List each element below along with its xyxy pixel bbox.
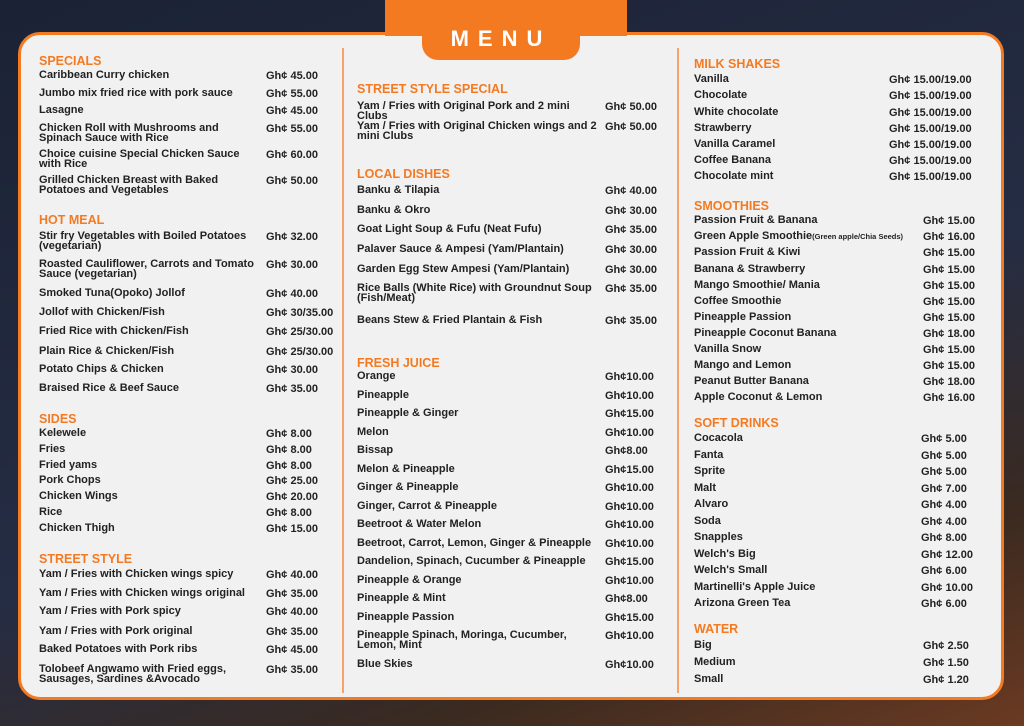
item-name: Baked Potatoes with Pork ribs [39, 643, 198, 655]
item-price: Gh¢ 15.00 [923, 312, 975, 324]
section-title: FRESH JUICE [357, 356, 440, 370]
section-title: MILK SHAKES [694, 57, 781, 71]
column-divider [342, 48, 344, 693]
item-name: Sprite [694, 465, 726, 477]
item-name: Beetroot, Carrot, Lemon, Ginger & Pineapple [357, 537, 592, 549]
item-name: Rice [39, 506, 63, 518]
item-name: Chicken Roll with Mushrooms and Spinach Sauce with Rice [39, 122, 219, 144]
item-name: Chocolate mint [694, 170, 774, 182]
item-name: Kelewele [39, 427, 87, 439]
item-price: Gh¢ 30.00 [605, 205, 657, 217]
item-name: Tolobeef Angwamo with Fried eggs, Sausages, Sardines &Avocado [39, 663, 227, 685]
item-price: Gh¢ 40.00 [266, 288, 318, 300]
item-name: Strawberry [694, 122, 752, 134]
item-name: Chicken Thigh [39, 522, 115, 534]
item-price: Gh¢ 15.00 [923, 264, 975, 276]
item-name: Snapples [694, 531, 743, 543]
item-name: Cocacola [694, 432, 743, 444]
section-title: HOT MEAL [39, 213, 105, 227]
item-price: Gh¢ 8.00 [266, 507, 312, 519]
item-name: Yam / Fries with Pork spicy [39, 605, 181, 617]
item-name: Apple Coconut & Lemon [694, 391, 823, 403]
item-price: Gh¢10.00 [605, 501, 654, 513]
item-name: Yam / Fries with Pork original [39, 625, 193, 637]
item-name: Green Apple Smoothie(Green apple/Chia Seeds) [694, 230, 904, 242]
item-name: Smoked Tuna(Opoko) Jollof [39, 287, 185, 299]
item-price: Gh¢ 60.00 [266, 149, 318, 161]
item-name: Peanut Butter Banana [694, 375, 809, 387]
item-price: Gh¢ 25/30.00 [266, 326, 334, 338]
item-name: Rice Balls (White Rice) with Groundnut Soup (Fish/Meat) [357, 282, 592, 304]
item-price: Gh¢ 15.00/19.00 [889, 90, 972, 102]
item-price: Gh¢10.00 [605, 630, 654, 642]
item-name: Arizona Green Tea [694, 597, 791, 609]
item-name: Yam / Fries with Original Pork and 2 mini Clubs [357, 100, 570, 122]
item-price: Gh¢ 15.00/19.00 [889, 107, 972, 119]
item-price: Gh¢ 15.00 [923, 360, 975, 372]
item-name: Banku & Okro [357, 204, 431, 216]
item-price: Gh¢ 30.00 [605, 264, 657, 276]
item-price: Gh¢10.00 [605, 575, 654, 587]
item-name: Jumbo mix fried rice with pork sauce [39, 87, 233, 99]
item-price: Gh¢ 40.00 [266, 569, 318, 581]
item-name: Small [694, 673, 724, 685]
item-price: Gh¢ 45.00 [266, 70, 318, 82]
item-price: Gh¢ 5.00 [921, 433, 967, 445]
item-price: Gh¢ 15.00 [923, 296, 975, 308]
item-price: Gh¢ 50.00 [605, 101, 657, 113]
item-name: Yam / Fries with Original Chicken wings and 2 mini Clubs [357, 120, 597, 142]
item-price: Gh¢10.00 [605, 427, 654, 439]
item-name: Palaver Sauce & Ampesi (Yam/Plantain) [357, 243, 564, 255]
item-name: Big [694, 639, 712, 651]
item-price: Gh¢15.00 [605, 408, 654, 420]
item-price: Gh¢15.00 [605, 464, 654, 476]
item-price: Gh¢ 30.00 [605, 244, 657, 256]
item-price: Gh¢ 35.00 [605, 315, 657, 327]
item-name: Jollof with Chicken/Fish [39, 306, 165, 318]
item-name: Coffee Smoothie [694, 295, 782, 307]
item-name: Fried Rice with Chicken/Fish [39, 325, 189, 337]
item-name: Medium [694, 656, 736, 668]
item-name: Yam / Fries with Chicken wings original [39, 587, 245, 599]
item-price: Gh¢ 4.00 [921, 499, 967, 511]
item-price: Gh¢ 15.00/19.00 [889, 171, 972, 183]
item-name: Fanta [694, 449, 724, 461]
item-name: Welch's Big [694, 548, 756, 560]
item-price: Gh¢10.00 [605, 390, 654, 402]
item-price: Gh¢ 1.20 [923, 674, 969, 686]
item-name: Fries [39, 443, 66, 455]
item-price: Gh¢ 18.00 [923, 328, 975, 340]
item-price: Gh¢ 15.00 [923, 247, 975, 259]
item-name: White chocolate [694, 106, 779, 118]
item-price: Gh¢ 30.00 [266, 364, 318, 376]
item-name: Vanilla Caramel [694, 138, 776, 150]
item-name: Caribbean Curry chicken [39, 69, 170, 81]
item-price: Gh¢ 2.50 [923, 640, 969, 652]
item-price: Gh¢ 15.00 [923, 344, 975, 356]
item-name: Bissap [357, 444, 394, 456]
item-price: Gh¢ 6.00 [921, 565, 967, 577]
item-price: Gh¢ 15.00/19.00 [889, 74, 972, 86]
item-name: Grilled Chicken Breast with Baked Potatoes and Vegetables [39, 174, 219, 196]
item-name: Melon & Pineapple [357, 463, 455, 475]
item-name: Pineapple & Mint [357, 592, 446, 604]
item-price: Gh¢ 45.00 [266, 105, 318, 117]
item-price: Gh¢ 40.00 [266, 606, 318, 618]
item-name: Soda [694, 515, 721, 527]
item-price: Gh¢10.00 [605, 659, 654, 671]
item-price: Gh¢ 15.00/19.00 [889, 139, 972, 151]
item-name: Fried yams [39, 459, 98, 471]
item-name: Blue Skies [357, 658, 413, 670]
item-name: Passion Fruit & Banana [694, 214, 818, 226]
item-price: Gh¢ 25.00 [266, 475, 318, 487]
item-price: Gh¢ 15.00 [923, 215, 975, 227]
item-price: Gh¢ 8.00 [266, 444, 312, 456]
item-name: Banku & Tilapia [357, 184, 440, 196]
item-name: Orange [357, 370, 396, 382]
item-name: Chocolate [694, 89, 748, 101]
section-title: SPECIALS [39, 54, 102, 68]
item-name: Stir fry Vegetables with Boiled Potatoes (vegetarian) [39, 230, 247, 252]
item-name: Roasted Cauliflower, Carrots and Tomato Sauce (vegetarian) [39, 258, 254, 280]
item-price: Gh¢ 15.00 [923, 280, 975, 292]
item-name: Garden Egg Stew Ampesi (Yam/Plantain) [357, 263, 570, 275]
item-price: Gh¢ 35.00 [266, 383, 318, 395]
item-name: Pineapple & Orange [357, 574, 462, 586]
item-name: Welch's Small [694, 564, 768, 576]
column-divider [677, 48, 679, 693]
item-price: Gh¢ 5.00 [921, 466, 967, 478]
item-name: Potato Chips & Chicken [39, 363, 164, 375]
item-name: Pineapple Passion [694, 311, 792, 323]
section-title: SMOOTHIES [694, 199, 770, 213]
item-name: Chicken Wings [39, 490, 118, 502]
item-name: Pineapple Passion [357, 611, 455, 623]
section-title: WATER [694, 622, 739, 636]
item-name: Passion Fruit & Kiwi [694, 246, 801, 258]
item-name: Goat Light Soup & Fufu (Neat Fufu) [357, 223, 542, 235]
item-name: Vanilla [694, 73, 729, 85]
item-price: Gh¢ 12.00 [921, 549, 973, 561]
item-name: Malt [694, 482, 716, 494]
item-name: Martinelli's Apple Juice [694, 581, 816, 593]
item-price: Gh¢8.00 [605, 445, 648, 457]
item-name: Mango and Lemon [694, 359, 792, 371]
item-price: Gh¢ 40.00 [605, 185, 657, 197]
item-price: Gh¢ 8.00 [921, 532, 967, 544]
item-price: Gh¢ 20.00 [266, 491, 318, 503]
section-title: SOFT DRINKS [694, 416, 779, 430]
item-price: Gh¢ 25/30.00 [266, 346, 334, 358]
item-name: Pineapple & Ginger [357, 407, 459, 419]
item-price: Gh¢ 35.00 [266, 626, 318, 638]
item-name: Pineapple [357, 389, 409, 401]
item-price: Gh¢8.00 [605, 593, 648, 605]
item-name: Melon [357, 426, 389, 438]
item-price: Gh¢10.00 [605, 482, 654, 494]
item-price: Gh¢ 30/35.00 [266, 307, 334, 319]
item-price: Gh¢15.00 [605, 612, 654, 624]
item-name: Lasagne [39, 104, 84, 116]
item-price: Gh¢ 5.00 [921, 450, 967, 462]
item-price: Gh¢ 32.00 [266, 231, 318, 243]
item-name: Choice cuisine Special Chicken Sauce with Rice [39, 148, 240, 170]
item-price: Gh¢ 6.00 [921, 598, 967, 610]
item-name: Pineapple Coconut Banana [694, 327, 837, 339]
item-price: Gh¢ 35.00 [605, 224, 657, 236]
item-name: Banana & Strawberry [694, 263, 806, 275]
item-price: Gh¢ 16.00 [923, 392, 975, 404]
item-price: Gh¢ 50.00 [266, 175, 318, 187]
item-price: Gh¢ 50.00 [605, 121, 657, 133]
section-title: STREET STYLE [39, 552, 133, 566]
item-price: Gh¢ 16.00 [923, 231, 975, 243]
section-title: SIDES [39, 412, 77, 426]
item-price: Gh¢ 15.00/19.00 [889, 123, 972, 135]
item-name: Alvaro [694, 498, 729, 510]
item-price: Gh¢ 15.00 [266, 523, 318, 535]
item-price: Gh¢ 8.00 [266, 428, 312, 440]
item-price: Gh¢ 55.00 [266, 88, 318, 100]
item-price: Gh¢ 30.00 [266, 259, 318, 271]
item-name: Vanilla Snow [694, 343, 762, 355]
item-price: Gh¢ 7.00 [921, 483, 967, 495]
item-name: Ginger & Pineapple [357, 481, 459, 493]
item-price: Gh¢ 1.50 [923, 657, 969, 669]
item-name: Dandelion, Spinach, Cucumber & Pineapple [357, 555, 586, 567]
item-name: Plain Rice & Chicken/Fish [39, 345, 175, 357]
item-name: Pineapple Spinach, Moringa, Cucumber, Lemon, Mint [357, 629, 567, 651]
item-name: Braised Rice & Beef Sauce [39, 382, 180, 394]
item-price: Gh¢10.00 [605, 371, 654, 383]
item-price: Gh¢15.00 [605, 556, 654, 568]
item-name: Yam / Fries with Chicken wings spicy [39, 568, 234, 580]
item-price: Gh¢ 35.00 [266, 664, 318, 676]
item-price: Gh¢ 15.00/19.00 [889, 155, 972, 167]
item-name: Coffee Banana [694, 154, 772, 166]
item-name: Beetroot & Water Melon [357, 518, 482, 530]
menu-title: MENU [422, 16, 580, 60]
item-price: Gh¢ 18.00 [923, 376, 975, 388]
item-price: Gh¢ 35.00 [605, 283, 657, 295]
item-price: Gh¢ 4.00 [921, 516, 967, 528]
item-subnote: (Green apple/Chia Seeds) [812, 232, 904, 241]
section-title: LOCAL DISHES [357, 167, 450, 181]
item-name: Mango Smoothie/ Mania [694, 279, 820, 291]
item-price: Gh¢ 55.00 [266, 123, 318, 135]
item-price: Gh¢ 8.00 [266, 460, 312, 472]
item-price: Gh¢ 35.00 [266, 588, 318, 600]
item-price: Gh¢10.00 [605, 538, 654, 550]
item-price: Gh¢10.00 [605, 519, 654, 531]
item-price: Gh¢ 10.00 [921, 582, 973, 594]
item-name: Beans Stew & Fried Plantain & Fish [357, 314, 543, 326]
item-name: Pork Chops [39, 474, 101, 486]
item-price: Gh¢ 45.00 [266, 644, 318, 656]
item-name: Ginger, Carrot & Pineapple [357, 500, 497, 512]
section-title: STREET STYLE SPECIAL [357, 82, 508, 96]
